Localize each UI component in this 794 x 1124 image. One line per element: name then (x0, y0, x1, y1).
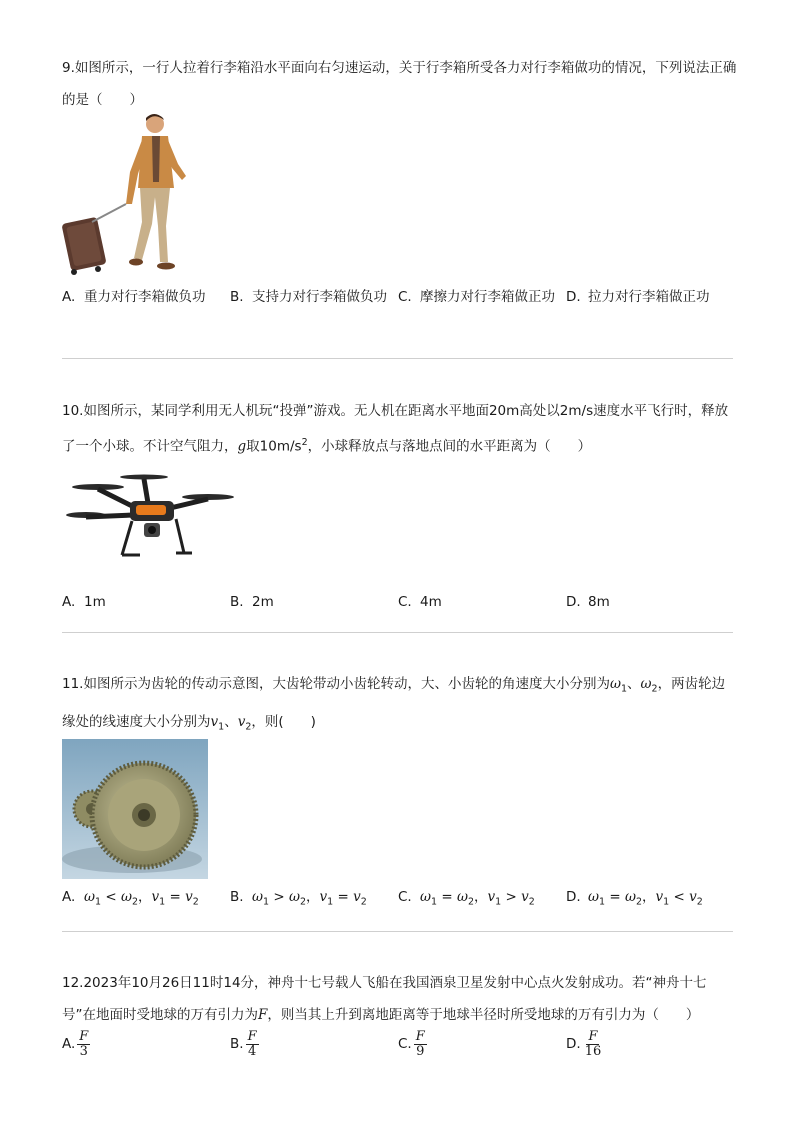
option-b[interactable]: B. $\frac{F}{4}$ (230, 1028, 257, 1059)
option-b[interactable]: B. 支持力对行李箱做负功 (230, 289, 387, 305)
question-10 (62, 395, 738, 610)
question-9 (62, 52, 738, 305)
question-11 (62, 668, 738, 908)
divider (62, 358, 733, 359)
question-9-stem: 9.如图所示，一行人拉着行李箱沿水平面向右匀速运动，关于行李箱所受各力对行李箱做功的情况，下列说法正确的是（ ） (62, 60, 737, 108)
divider (62, 931, 733, 932)
option-a[interactable]: A. $\frac{F}{3}$ (62, 1028, 89, 1059)
fraction: $\frac{F}{4}$ (247, 1028, 257, 1059)
option-d[interactable]: D. 拉力对行李箱做正功 (566, 289, 710, 305)
option-d[interactable]: D. 8m (566, 594, 610, 610)
fraction: $\frac{F}{9}$ (415, 1028, 425, 1059)
drone-image (66, 467, 241, 563)
option-a[interactable]: A. 1m (62, 594, 106, 610)
option-b[interactable]: B. 2m (230, 594, 274, 610)
option-a[interactable]: A. 重力对行李箱做负功 (62, 289, 206, 305)
option-d[interactable]: D. $\omega_1 = \omega_2$，$v_1 < v_2$ (566, 889, 703, 908)
question-11-stem: 11.如图所示为齿轮的传动示意图，大齿轮带动小齿轮转动，大、小齿轮的角速度大小分别为$\omega_1$、$\omega_2$，两齿轮边缘处的线速度大小分别为$v_1$、$v_2$，则( ) (62, 676, 726, 733)
gear-transmission-image (62, 739, 208, 879)
fraction: $\frac{F}{16}$ (584, 1028, 602, 1059)
option-c[interactable]: C. $\frac{F}{9}$ (398, 1028, 425, 1059)
divider (62, 632, 733, 633)
option-c[interactable]: C. 4m (398, 594, 442, 610)
option-d[interactable]: D. $\frac{F}{16}$ (566, 1028, 602, 1059)
question-12-stem: 12.2023年10月26日11时14分，神舟十七号载人飞船在我国酒泉卫星发射中心点火发射成功。若“神舟十七号”在地面时受地球的万有引力为F，则当其上升到离地距离等于地球半径时所受地球的万有引力为（ ） (62, 975, 707, 1023)
question-12 (62, 967, 738, 1059)
option-c[interactable]: C. 摩擦力对行李箱做正功 (398, 289, 555, 305)
option-c[interactable]: C. $\omega_1 = \omega_2$，$v_1 > v_2$ (398, 889, 535, 908)
fraction: $\frac{F}{3}$ (79, 1028, 89, 1059)
traveler-with-suitcase-image (62, 112, 192, 282)
question-10-stem: 10.如图所示，某同学利用无人机玩“投弹”游戏。无人机在距离水平地面20m高处以2m/s速度水平飞行时，释放了一个小球。不计空气阻力，g取$10m/s^2$，小球释放点与落地点间的水平距离为（ ） (62, 403, 729, 455)
option-b[interactable]: B. $\omega_1 > \omega_2$，$v_1 = v_2$ (230, 889, 367, 908)
option-a[interactable]: A. $\omega_1 < \omega_2$，$v_1 = v_2$ (62, 889, 199, 908)
